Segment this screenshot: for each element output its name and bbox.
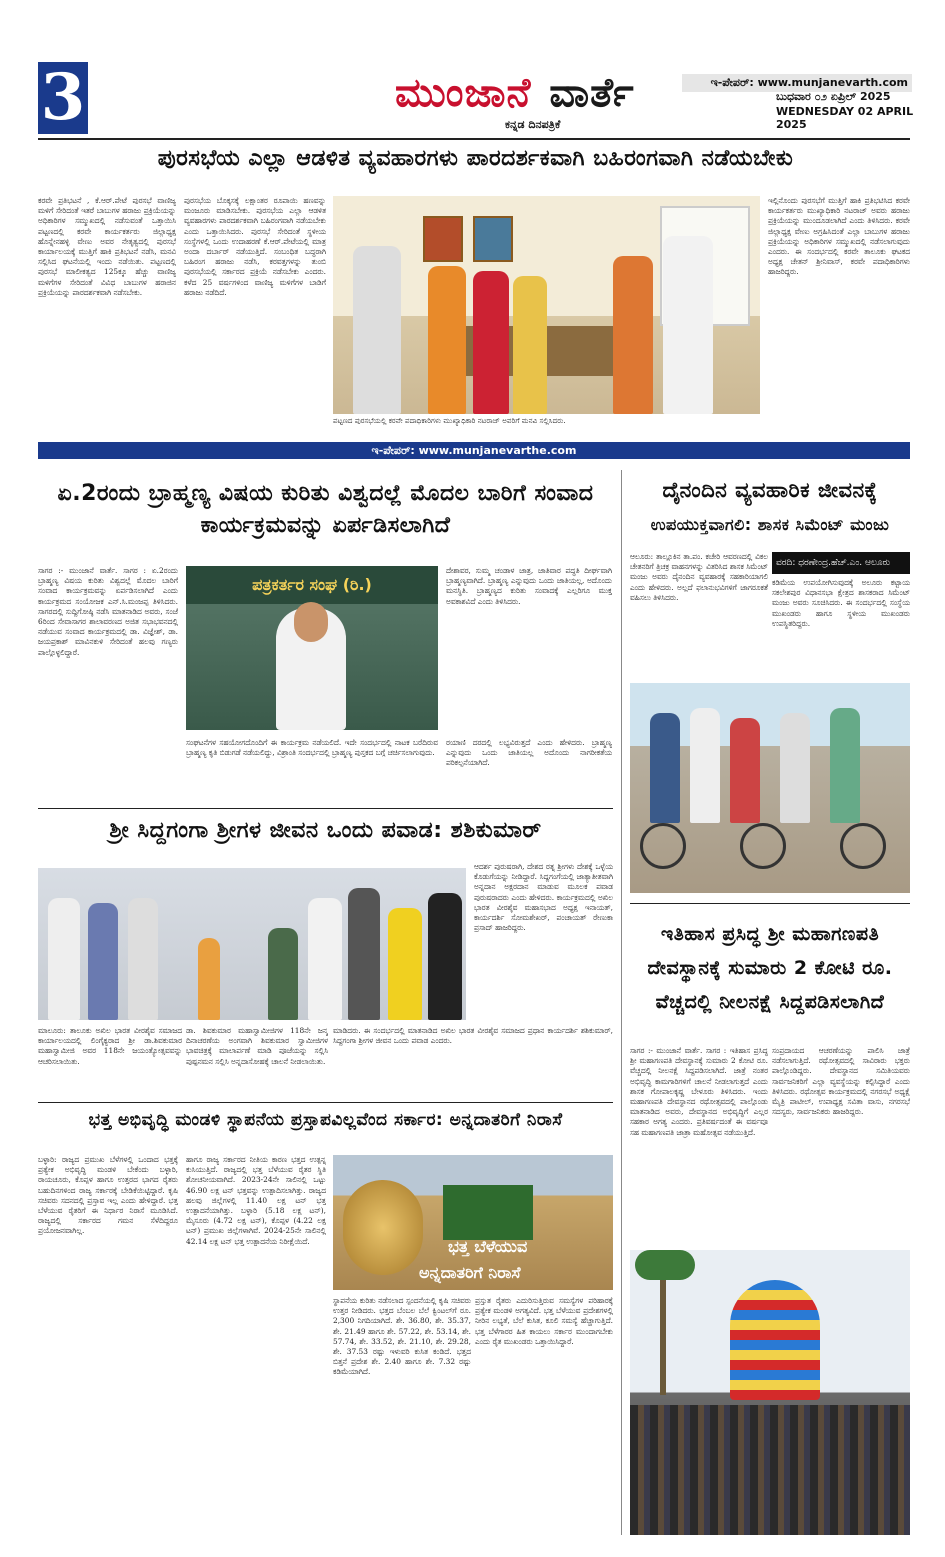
person <box>473 271 509 414</box>
page-number: 3 <box>38 62 88 134</box>
person <box>513 276 547 414</box>
story4-col-right: ಆದರ್ಶ ಪುರುಷರಾಗಿ, ದೇಶದ ರತ್ನ ಶ್ರೀಗಳು ದೇಶಕ್ಕೆ ಒಳ್ಳೆಯ ಕೊಡುಗೆಯನ್ನು ನೀಡಿದ್ದಾರೆ. ಸಿದ್ದಗಂಗೆಯಲ್ಲಿ ಜಾತ್ಯಾತೀತವಾಗಿ ಅನ್ನದಾನ ಅಕ್ಷರದಾನ ಮಾಡುವ ಮೂಲಕ ಪವಾಡ ಪುರುಷರಾದರು ಎಂದು ಹೇಳಿದರು. ಕಾರ್ಯಕ್ರಮದಲ್ಲಿ ಅಖಿಲ ಭಾರತ ವೀರಶೈವ ಮಹಾಸಭಾದ ಅಧ್ಯಕ್ಷ ಇನಾಯತ್, ಕಾರ್ಯದರ್ಶಿ ಸೋಮಶೇಖರ್, ಪಂಚಾಯತ್ ರೇಣುಕಾ ಪ್ರಸಾದ್ ಹಾಜರಿದ್ದರು. <box>474 862 613 933</box>
story2-col1: ಸಾಗರ :- ಮುಂಜಾನೆ ವಾರ್ತೆ. ಸಾಗರ : ಏ.2ರಂದು ಬ್ರಾಹ್ಮಣ್ಯ ವಿಷಯ ಕುರಿತು ವಿಶ್ವದಲ್ಲೆ ಮೊದಲ ಬಾರಿಗೆ ಸಂವಾದ ಕಾರ್ಯಕ್ರಮವನ್ನು ಏರ್ಪಡಿಸಲಾಗಿದೆ ಎಂದು ಕಾರ್ಯಕ್ರಮದ ಸಂಯೋಜಕ ಎನ್.ಸಿ.ಮಂಜಪ್ಪ ತಿಳಿಸಿದರು. ಸಾಗರದಲ್ಲಿ ಸುದ್ದಿಗೋಷ್ಠಿ ನಡೆಸಿ ಮಾತನಾಡಿದ ಅವರು, ಸಂಜೆ 6ರಿಂದ ಸೇವಾಸಾಗರ ಶಾಲಾವರಣದ ಅಜಿತ ಸಭಾಭವನದಲ್ಲಿ ನಡೆಯುವ ಸಂವಾದ ಕಾರ್ಯಕ್ರಮದಲ್ಲಿ ಡಾ. ವಿಜ್ಞೇಶ್, ಡಾ. ಜಯಪ್ರಕಾಶ್ ಮಾವಿನಕುಳಿ ಸೇರಿದಂತೆ ಹಲವು ಗಣ್ಯರು ಪಾಲ್ಗೊಳ್ಳಲಿದ್ದಾರೆ. <box>38 566 178 657</box>
headline-story1: ಪುರಸಭೆಯ ಎಲ್ಲಾ ಆಡಳಿತ ವ್ಯವಹಾರಗಳು ಪಾರದರ್ಶಕವಾಗಿ ಬಹಿರಂಗವಾಗಿ ನಡೆಯಬೇಕು <box>157 146 794 171</box>
photo-group <box>38 868 466 1020</box>
person <box>650 713 680 823</box>
photo-paddy-harvest <box>333 1155 613 1290</box>
wheel <box>740 823 786 869</box>
story4-col1: ಮಾಲೂರು: ತಾಲೂಕು ಅಖಿಲ ಭಾರತ ವೀರಶೈವ ಸಮಾಜದ ಕಾರ್ಯಾಲಯದಲ್ಲಿ ಲಿಂಗೈಕ್ಯರಾದ ಶ್ರೀ ಡಾ.ಶಿವಕುಮಾರ ಮಹಾಸ್ವಾಮೀಜಿ ಅವರ 118ನೇ ಜಯಂತ್ಯೋತ್ಸವವನ್ನು ಆಚರಿಸಲಾಯಿತು. <box>38 1026 182 1066</box>
divider <box>38 138 910 140</box>
story5-col2: ಸಂಪ್ರದಾಯದ ಆಚರಣೆಯನ್ನು ಪಾಲಿಸಿ ಜಾತ್ರೆ ನಡೆಸಲಾಗುತ್ತಿದೆ. ರಥೋತ್ಸವದಲ್ಲಿ ಸಾವಿರಾರು ಭಕ್ತರು ಪಾಲ್ಗೊಂಡಿದ್ದರು. ದೇವಸ್ಥಾನದ ಸಮಿತಿಯವರು ಸಾರ್ವಜನಿಕರಿಗೆ ಎಲ್ಲಾ ವ್ಯವಸ್ಥೆಯನ್ನು ಕಲ್ಪಿಸಿದ್ದಾರೆ ಎಂದು ತಿಳಿಸಿದರು. ರಥೋತ್ಸವ ಕಾರ್ಯಕ್ರಮದಲ್ಲಿ ನಗರಸಭೆ ಅಧ್ಯಕ್ಷೆ ಮೈತ್ರಿ ಪಾಟೀಲ್, ಉಪಾಧ್ಯಕ್ಷ ಸವಿತಾ ವಾಸು, ನಗರಸಭೆ ಸದಸ್ಯರು, ಸಾರ್ವಜನಿಕರು ಹಾಜರಿದ್ದರು. <box>772 1046 910 1117</box>
person <box>128 898 158 1020</box>
picture-frame <box>473 216 513 262</box>
person <box>348 888 380 1020</box>
story1-col3: ಇಲ್ಲಿನೊಂದು ಪುರಸಭೆಗೆ ಮುತ್ತಿಗೆ ಹಾಕಿ ಪ್ರತಿಭಟಿಸಿದ ಕರವೇ ಕಾರ್ಯಕರ್ತರು ಮುಖ್ಯಾಧಿಕಾರಿ ನಟರಾಜ್ ಅವರು ಹರಾಜು ಪ್ರಕ್ರಿಯೆಯನ್ನು ಮುಂದೂಡಲಾಗಿದೆ ಎಂದು ತಿಳಿಸಿದರು. ಕರವೇ ಜಿಲ್ಲಾಧ್ಯಕ್ಷ ವೇಣು ಅಗ್ರಹಿಸಿದಂತೆ ಎಲ್ಲಾ ಬಾಬುಗಳ ಹರಾಜು ಪ್ರಕ್ರಿಯೆಯನ್ನು ಅಧಿಕಾರಿಗಳ ಸಮ್ಮುಖದಲ್ಲಿ ನಡೆಸಲಾಗುವುದು ಎಂದರು. ಈ ಸಂದರ್ಭದಲ್ಲಿ ಕರವೇ ತಾಲೂಕು ಘಟಕದ ಅಧ್ಯಕ್ಷ ಚೇತನ್ ಶ್ರೀನಿವಾಸ್, ಕರವೇ ಪದಾಧಿಕಾರಿಗಳು ಹಾಜರಿದ್ದರು. <box>768 196 910 277</box>
photo-chariot-festival <box>630 1250 910 1535</box>
photo-text-2: ಅನ್ನದಾತರಿಗೆ ನಿರಾಸೆ <box>419 1263 521 1282</box>
person <box>88 903 118 1020</box>
photo-tricycles <box>630 683 910 893</box>
photo-text-1: ಭತ್ತ ಬೆಳೆಯುವ <box>448 1237 528 1256</box>
picture-frame <box>423 216 463 262</box>
wheel <box>840 823 886 869</box>
person <box>613 256 653 414</box>
photo-office-protest <box>333 196 760 414</box>
story4-col2: ಡಾ. ಶಿವಕುಮಾರ ಮಹಾಸ್ವಾಮೀಜಿಗಳ 118ನೇ ಜನ್ಮ ದಿನಾಚರಣೆಯ ಅಂಗವಾಗಿ ಶಿವಕುಮಾರ ಸ್ವಾಮೀಜಿಗಳ ಭಾವಚಿತ್ರಕ್ಕೆ ಮಾಲಾರ್ಪಣೆ ಮಾಡಿ ಪೂಜೆಯನ್ನು ಸಲ್ಲಿಸಿ ಪುಷ್ಪನಮನ ಸಲ್ಲಿಸಿ ಅನ್ನದಾಸೋಹಕ್ಕೆ ಚಾಲನೆ ನೀಡಲಾಯಿತು. <box>186 1026 328 1066</box>
story5-col1: ಸಾಗರ :- ಮುಂಜಾನೆ ವಾರ್ತೆ. ಸಾಗರ : ಇತಿಹಾಸ ಪ್ರಸಿದ್ಧ ಶ್ರೀ ಮಹಾಗಣಪತಿ ದೇವಸ್ಥಾನಕ್ಕೆ ಸುಮಾರು 2 ಕೋಟಿ ರೂ. ವೆಚ್ಚದಲ್ಲಿ ನೀಲನಕ್ಷೆ ಸಿದ್ದಪಡಿಸಲಾಗಿದೆ. ಜಾತ್ರೆ ನಂತರ ಅಭಿವೃದ್ಧಿ ಕಾಮಗಾರಿಗಳಿಗೆ ಚಾಲನೆ ನೀಡಲಾಗುತ್ತದೆ ಎಂದು ಶಾಸಕ ಗೋಪಾಲಕೃಷ್ಣ ಬೇಳೂರು ತಿಳಿಸಿದರು. ಇಂದು ಮಹಾಗಣಪತಿ ದೇವಸ್ಥಾನದ ರಥೋತ್ಸವದಲ್ಲಿ ಪಾಲ್ಗೊಂಡು ಮಾತನಾಡಿದ ಅವರು, ದೇವಸ್ಥಾನದ ಅಭಿವೃದ್ಧಿಗೆ ಎಲ್ಲರ ಸಹಕಾರ ಅಗತ್ಯ ಎಂದರು. ಪ್ರತಿವರ್ಷದಂತೆ ಈ ವರ್ಷವೂ ಸಹ ಮಹಾಗಣಪತಿ ಜಾತ್ರಾ ಮಹೋತ್ಸವ ನಡೆಯುತ್ತಿದೆ. <box>630 1046 768 1137</box>
person <box>388 908 422 1020</box>
epaper-bar[interactable]: ಇ-ಪೇಪರ್: www.munjanevarthe.com <box>38 442 910 459</box>
story6-col3: ಸ್ಥಾಪನೆಯ ಕುರಿತು ನಡೆಸಲಾದ ಸ್ಪಂದನೆಯಲ್ಲಿ ಕೃಷಿ ಸಚಿವರು ಉತ್ತರ ನೀಡಿದರು. ಭತ್ತದ ಬೆಂಬಲ ಬೆಲೆ ಕ್ವಿಂಟಲ್‌ಗೆ ರೂ. 2,300 ನಿಗದಿಯಾಗಿದೆ. ಶೇ. 36.80, ಶೇ. 35.37, ಶೇ. 21.49 ಹಾಗೂ ಶೇ. 57.22, ಶೇ. 53.14, ಶೇ. 57.74, ಶೇ. 33.52, ಶೇ. 21.10, ಶೇ. 29.28, ಶೇ. 37.53 ರಷ್ಟು ಇಳುವರಿ ಕುಸಿತ ಕಂಡಿದೆ. ಭತ್ತದ ಬಿತ್ತನೆ ಪ್ರದೇಶ ಶೇ. 2.40 ಹಾಗೂ ಶೇ. 7.32 ರಷ್ಟು ಕಡಿಮೆಯಾಗಿದೆ. <box>333 1296 471 1377</box>
divider <box>630 903 910 904</box>
headline-story2: ಏ.2ರಂದು ಬ್ರಾಹ್ಮಣ್ಯ ವಿಷಯ ಕುರಿತು ವಿಶ್ವದಲ್ಲೆ ಮೊದಲ ಬಾರಿಗೆ ಸಂವಾದ ಕಾರ್ಯಕ್ರಮವನ್ನು ಏರ್ಪಡಿಸಲಾಗಿದೆ <box>57 481 594 538</box>
divider <box>38 1102 613 1103</box>
divider <box>38 808 613 809</box>
headline-story5: ಇತಿಹಾಸ ಪ್ರಸಿದ್ಧ ಶ್ರೀ ಮಹಾಗಣಪತಿ ದೇವಸ್ಥಾನಕ್ಕೆ ಸುಮಾರು 2 ಕೋಟಿ ರೂ. ವೆಚ್ಚದಲ್ಲಿ ನೀಲನಕ್ಷೆ ಸಿದ್ದಪಡಿಸಲಾಗಿದೆ <box>647 923 893 1013</box>
photo-banner: ಪತ್ರಕರ್ತರ ಸಂಘ (ರಿ.) <box>186 566 438 604</box>
headline-story6: ಭತ್ತ ಅಭಿವೃದ್ಧಿ ಮಂಡಳಿ ಸ್ಥಾಪನೆಯ ಪ್ರಸ್ತಾಪವಿಲ್ಲವೆಂದ ಸರ್ಕಾರ: ಅನ್ನದಾತರಿಗೆ ನಿರಾಸೆ <box>88 1110 563 1130</box>
person <box>690 708 720 823</box>
logo-word-1: ಮುಂಜಾನೆ <box>395 70 532 116</box>
person <box>198 938 220 1020</box>
photo-speaker <box>186 566 438 730</box>
paddy-grains <box>343 1180 423 1275</box>
byline: ವರದಿ: ಧರಣೇಂದ್ರ.ಹೆಚ್.ಎಂ. ಆಲೂರು <box>772 552 910 574</box>
person <box>428 266 466 414</box>
story3-col2: ಕಡಿಮೆಯ ಉಪಯೋಗಿಸುವುದಕ್ಕೆ ಅಲೂರು ಕಟ್ಟಾಯ ಸಕಲೇಶಪುರ ವಿಧಾನಸಭಾ ಕ್ಷೇತ್ರದ ಶಾಸಕರಾದ ಸಿಮೆಂಟ್ ಮಂಜು ಅವರು ಸೂಚಿಸಿದರು. ಈ ಸಂದರ್ಭದಲ್ಲಿ ಸಂಸ್ಥೆಯ ಮುಖಂಡರು ಹಾಗೂ ಸ್ಥಳೀಯ ಮುಖಂಡರು ಉಪಸ್ಥಿತರಿದ್ದರು. <box>772 578 910 628</box>
person <box>48 898 80 1020</box>
story2-col3: ಸಂಘಟನೆಗಳ ಸಹಯೋಗದೊಂದಿಗೆ ಈ ಕಾರ್ಯಕ್ರಮ ನಡೆಯಲಿದೆ. ಇದೇ ಸಂದರ್ಭದಲ್ಲಿ ನಾಟಕ ಬರೆದಿರುವ ಬ್ರಾಹ್ಮಣ್ಯ ಕೃತಿ ಬಿಡುಗಡೆ ನಡೆಯಲಿದ್ದು, ವಿಶ್ರಾಂತಿ ಸಂದರ್ಭದಲ್ಲಿ ಬ್ರಾಹ್ಮಣ್ಯ ಪುಸ್ತಕದ ಬಗ್ಗೆ ಚರ್ಚಿಸಲಾಗುವುದು. <box>186 738 438 758</box>
wheel <box>640 823 686 869</box>
story4-col3: ಮಾಡಿದರು. ಈ ಸಂದರ್ಭದಲ್ಲಿ ಮಾತನಾಡಿದ ಅಖಿಲ ಭಾರತ ವೀರಶೈವ ಸಮಾಜದ ಪ್ರಧಾನ ಕಾರ್ಯದರ್ಶಿ ಶಶಿಕುಮಾರ್, ಸಿದ್ದಗಂಗಾ ಶ್ರೀಗಳ ಜೀವನ ಒಂದು ಪವಾಡ ಎಂದರು. <box>333 1026 613 1046</box>
story2-col2: ದೇಶಾವರ, ಸುಮ್ಮ ಚಂಡಾಳ ಜಾತ್ರ, ಜಾತಿವಾರ ಪದ್ಧತಿ ದೀರ್ಘವಾಗಿ ಬ್ರಾಹ್ಮಣ್ಯವಾಗಿದೆ. ಬ್ರಾಹ್ಮಣ್ಯ ಎನ್ನುವುದು ಒಂದು ಜಾತಿಯಲ್ಲ, ಅದೊಂದು ಮನಸ್ಥಿತಿ. ಬ್ರಾಹ್ಮಣ್ಯದ ಕುರಿತು ಸಂವಾದಕ್ಕೆ ಎಲ್ಲರಿಗೂ ಮುಕ್ತ ಅವಕಾಶವಿದೆ ಎಂದು ತಿಳಿಸಿದರು. <box>446 566 612 606</box>
person <box>730 718 760 823</box>
photo-caption: ಪಟ್ಟಣದ ಪುರಸಭೆಯಲ್ಲಿ ಕರವೇ ಪದಾಧಿಕಾರಿಗಳು ಮುಖ್ಯಾಧಿಕಾರಿ ನಟರಾಜ್ ಅವರಿಗೆ ಮನವಿ ಸಲ್ಲಿಸಿದರು. <box>333 416 566 425</box>
newspaper-logo <box>395 70 635 116</box>
person <box>780 713 810 823</box>
harvester <box>443 1185 533 1240</box>
story6-col2: ಹಾಗೂ ರಾಜ್ಯ ಸರ್ಕಾರದ ನೀತಿಯ ಕಾರಣ ಭತ್ತದ ಉತ್ಪನ್ನ ಕುಸಿಯುತ್ತಿದೆ. ರಾಜ್ಯದಲ್ಲಿ ಭತ್ತ ಬೆಳೆಯುವ ರೈತರ ಸ್ಥಿತಿ ಶೋಚನೀಯವಾಗಿದೆ. 2023-24ನೇ ಸಾಲಿನಲ್ಲಿ ಒಟ್ಟು 46.90 ಲಕ್ಷ ಟನ್ ಭತ್ತವನ್ನು ಉತ್ಪಾದಿಸಲಾಗಿತ್ತು. ರಾಜ್ಯದ ಹಲವು ಜಿಲ್ಲೆಗಳಲ್ಲಿ 11.40 ಲಕ್ಷ ಟನ್ ಭತ್ತ ಉತ್ಪಾದನೆಯಾಗಿತ್ತು. ಬಳ್ಳಾರಿ (5.18 ಲಕ್ಷ ಟನ್), ಮೈಸೂರು (4.72 ಲಕ್ಷ ಟನ್), ಕೊಪ್ಪಳ (4.22 ಲಕ್ಷ ಟನ್) ಪ್ರಮುಖ ಜಿಲ್ಲೆಗಳಾಗಿವೆ. 2024-25ನೇ ಸಾಲಿನಲ್ಲಿ 42.14 ಲಕ್ಷ ಟನ್ ಭತ್ತ ಉತ್ಪಾದನೆಯ ನಿರೀಕ್ಷೆಯಿದೆ. <box>186 1155 326 1246</box>
epaper-link[interactable]: ಇ-ಪೇಪರ್: www.munjanevarth.com <box>682 74 912 92</box>
story1-col1: ಕರವೇ ಪ್ರತಿಭಟನೆ , ಕೆ.ಆರ್.ಪೇಟೆ ಪುರಸಭೆ ವಾಣಿಜ್ಯ ಮಳಿಗೆ ಸೇರಿದಂತೆ ಇತರೆ ಬಾಬುಗಳ ಹರಾಜು ಪ್ರಕ್ರಿಯೆಯನ್ನು ಅಧಿಕಾರಿಗಳ ಸಮ್ಮುಖದಲ್ಲಿ ನಡೆಸುವಂತೆ ಒತ್ತಾಯಿಸಿ ಪಟ್ಟಣದಲ್ಲಿ ಕರವೇ ಕಾರ್ಯಕರ್ತರು ಜಿಲ್ಲಾಧ್ಯಕ್ಷ ಹೊನ್ನೇನಹಳ್ಳಿ ವೇಣು ಅವರ ನೇತೃತ್ವದಲ್ಲಿ ಪುರಸಭೆ ಕಾರ್ಯಾಲಯಕ್ಕೆ ಮುತ್ತಿಗೆ ಹಾಕಿ ಪ್ರತಿಭಟನೆ ನಡೆಸಿ, ಮನವಿ ಸಲ್ಲಿಸಿದ ಘಟನೆಯಲ್ಲಿ ಇಂದು ನಡೆಯಿತು. ಪಟ್ಟಣದಲ್ಲಿ ಪುರಸಭೆ ಮಾಲೀಕತ್ವದ 125ಕ್ಕೂ ಹೆಚ್ಚು ವಾಣಿಜ್ಯ ಮಳಿಗೆಗಳ ಸೇರಿದಂತೆ ವಿವಿಧ ಬಾಬುಗಳ ಹರಾಜಿನ ಪ್ರಕ್ರಿಯೆಯನ್ನು ಪಾರದರ್ಶಕವಾಗಿ ನಡೆಸಬೇಕು. <box>38 196 176 297</box>
person <box>353 246 401 414</box>
story6-col4: ಪ್ರಸ್ತುತ ರೈತರು ಎದುರಿಸುತ್ತಿರುವ ಸಮಸ್ಯೆಗಳ ಪರಿಹಾರಕ್ಕೆ ಪ್ರತ್ಯೇಕ ಮಂಡಳಿ ಅಗತ್ಯವಿದೆ. ಭತ್ತ ಬೆಳೆಯುವ ಪ್ರದೇಶಗಳಲ್ಲಿ ನೀರಿನ ಲಭ್ಯತೆ, ಬೆಲೆ ಕುಸಿತ, ಕೂಲಿ ಸಮಸ್ಯೆ ಹೆಚ್ಚಾಗುತ್ತಿದೆ. ಭತ್ತ ಬೆಳೆಗಾರರ ಹಿತ ಕಾಯಲು ಸರ್ಕಾರ ಮುಂದಾಗಬೇಕು ಎಂದು ರೈತ ಮುಖಂಡರು ಒತ್ತಾಯಿಸಿದ್ದಾರೆ. <box>475 1296 613 1346</box>
column-divider <box>621 470 622 1535</box>
speaker-head <box>294 602 328 642</box>
person <box>663 236 713 414</box>
story1-col2: ಪುರಸಭೆಯ ಬೊಕ್ಕಸಕ್ಕೆ ಲಕ್ಷಾಂತರ ರೂಪಾಯಿ ಹಣವನ್ನು ಮಂಜೂರು ಮಾಡಿಸಬೇಕು. ಪುರಸಭೆಯ ಎಲ್ಲಾ ಆಡಳಿತ ವ್ಯವಹಾರಗಳು ಪಾರದರ್ಶಕವಾಗಿ ಬಹಿರಂಗವಾಗಿ ನಡೆಯಬೇಕು ಎಂದು ಒತ್ತಾಯಿಸಿದರು. ಪುರಸಭೆ ಸೇರಿದಂತೆ ಸ್ಥಳೀಯ ಸಂಸ್ಥೆಗಳಲ್ಲಿ ಒಂದು ಉದಾಹರಣೆ ಕೆ.ಆರ್.ಪೇಟೆಯಲ್ಲಿ ಮಾತ್ರ ಅಂದಾ ದರ್ಬಾರ್ ನಡೆಯುತ್ತಿದೆ. ಸಂಬಂಧಿತ ಬದ್ಧರಾಗಿ ಬಹಿರಂಗ ಹರಾಜು ನಡೆಸಿ, ಕರವತ್ತಗಳನ್ನು ತುಂಬಿ ಪುರಸಭೆಯಲ್ಲಿ ಸರ್ಕಾರದ ಪ್ರಕ್ರಿಯೆ ನಡೆಸಬೇಕು ಎಂದರು. ಕಳೆದ 25 ವರ್ಷಗಳಿಂದ ವಾಣಿಜ್ಯ ಮಳಿಗೆಗಳ ಬಾಡಿಗೆ ಹರಾಜು ನಡೆದಿದೆ. <box>184 196 326 297</box>
date-english: WEDNESDAY 02 APRIL 2025 <box>776 105 914 131</box>
subhead-story3: ಉಪಯುಕ್ತವಾಗಲಿ: ಶಾಸಕ ಸಿಮೆಂಟ್ ಮಂಜು <box>650 515 890 534</box>
crowd <box>630 1405 910 1535</box>
temple-chariot <box>730 1280 820 1400</box>
story3-col1: ಆಲೂರು: ತಾಲ್ಲೂಕಿನ ತಾ.ಪಂ. ಕಚೇರಿ ಆವರಣದಲ್ಲಿ ವಿಕಲ ಚೇತನರಿಗೆ ತ್ರಿಚಕ್ರ ವಾಹನಗಳನ್ನು ವಿತರಿಸಿದ ಶಾಸಕ ಸಿಮೆಂಟ್ ಮಂಜು ಅವರು ದೈನಂದಿನ ವ್ಯವಹಾರಕ್ಕೆ ಸಹಕಾರಿಯಾಗಲಿ ಎಂದು ಹೇಳಿದರು. ಅಲ್ಲದೆ ಫಲಾನುಭವಿಗಳಿಗೆ ಜಾಗರೂಕತೆ ವಹಿಸಲು ತಿಳಿಸಿದರು. <box>630 552 768 602</box>
person <box>428 893 462 1020</box>
headline-story4: ಶ್ರೀ ಸಿದ್ದಗಂಗಾ ಶ್ರೀಗಳ ಜೀವನ ಒಂದು ಪವಾಡ: ಶಶಿಕುಮಾರ್ <box>109 818 542 843</box>
story2-col4: ರಯಾಣಿ ದರದಲ್ಲಿ ಲಭ್ಯವಿರುತ್ತದೆ ಎಂದು ಹೇಳಿದರು. ಬ್ರಾಹ್ಮಣ್ಯ ಎನ್ನುವುದು ಒಂದು ಜಾತಿಯಲ್ಲ ಅದೊಂದು ನಾಗರೀಕತೆಯ ಪರಿಕಲ್ಪನೆಯಾಗಿದೆ. <box>446 738 612 768</box>
person <box>268 928 298 1020</box>
headline-story3: ದೈನಂದಿನ ವ್ಯವಹಾರಿಕ ಜೀವನಕ್ಕೆ <box>662 478 878 502</box>
person <box>308 898 342 1020</box>
palm-fronds <box>635 1250 695 1280</box>
date-kannada: ಬುಧವಾರ ೦೨ ಏಪ್ರಿಲ್ 2025 <box>776 90 891 103</box>
person <box>830 708 860 823</box>
logo-word-2: ವಾರ್ತೆ <box>549 70 635 116</box>
story6-col1: ಬಳ್ಳಾರಿ: ರಾಜ್ಯದ ಪ್ರಮುಖ ಬೆಳೆಗಳಲ್ಲಿ ಒಂದಾದ ಭತ್ತಕ್ಕೆ ಪ್ರತ್ಯೇಕ ಅಭಿವೃದ್ಧಿ ಮಂಡಳಿ ಬೇಕೆಂದು ಬಳ್ಳಾರಿ, ರಾಯಚೂರು, ಕೊಪ್ಪಳ ಹಾಗೂ ಉತ್ತರದ ಭಾಗದ ರೈತರು ಬಹುದಿನಗಳಿಂದ ರಾಜ್ಯ ಸರ್ಕಾರಕ್ಕೆ ಬೇಡಿಕೆಯಿಟ್ಟಿದ್ದಾರೆ. ಕೃಷಿ ಸಚಿವರು ಸದನದಲ್ಲಿ ಪ್ರಸ್ತಾವ ಇಲ್ಲ ಎಂದು ಹೇಳಿದ್ದಾರೆ. ಭತ್ತ ಬೆಳೆಯುವ ರೈತರಿಗೆ ಈ ನಿರ್ಧಾರ ನಿರಾಸೆ ಮೂಡಿಸಿದೆ. ರಾಜ್ಯದಲ್ಲಿ ಸರ್ಕಾರದ ಗಮನ ಸೆಳೆದಿದ್ದರೂ ಪ್ರಯೋಜನವಾಗಿಲ್ಲ. <box>38 1155 178 1236</box>
tagline: ಕನ್ನಡ ದಿನಪತ್ರಿಕೆ <box>505 118 561 131</box>
